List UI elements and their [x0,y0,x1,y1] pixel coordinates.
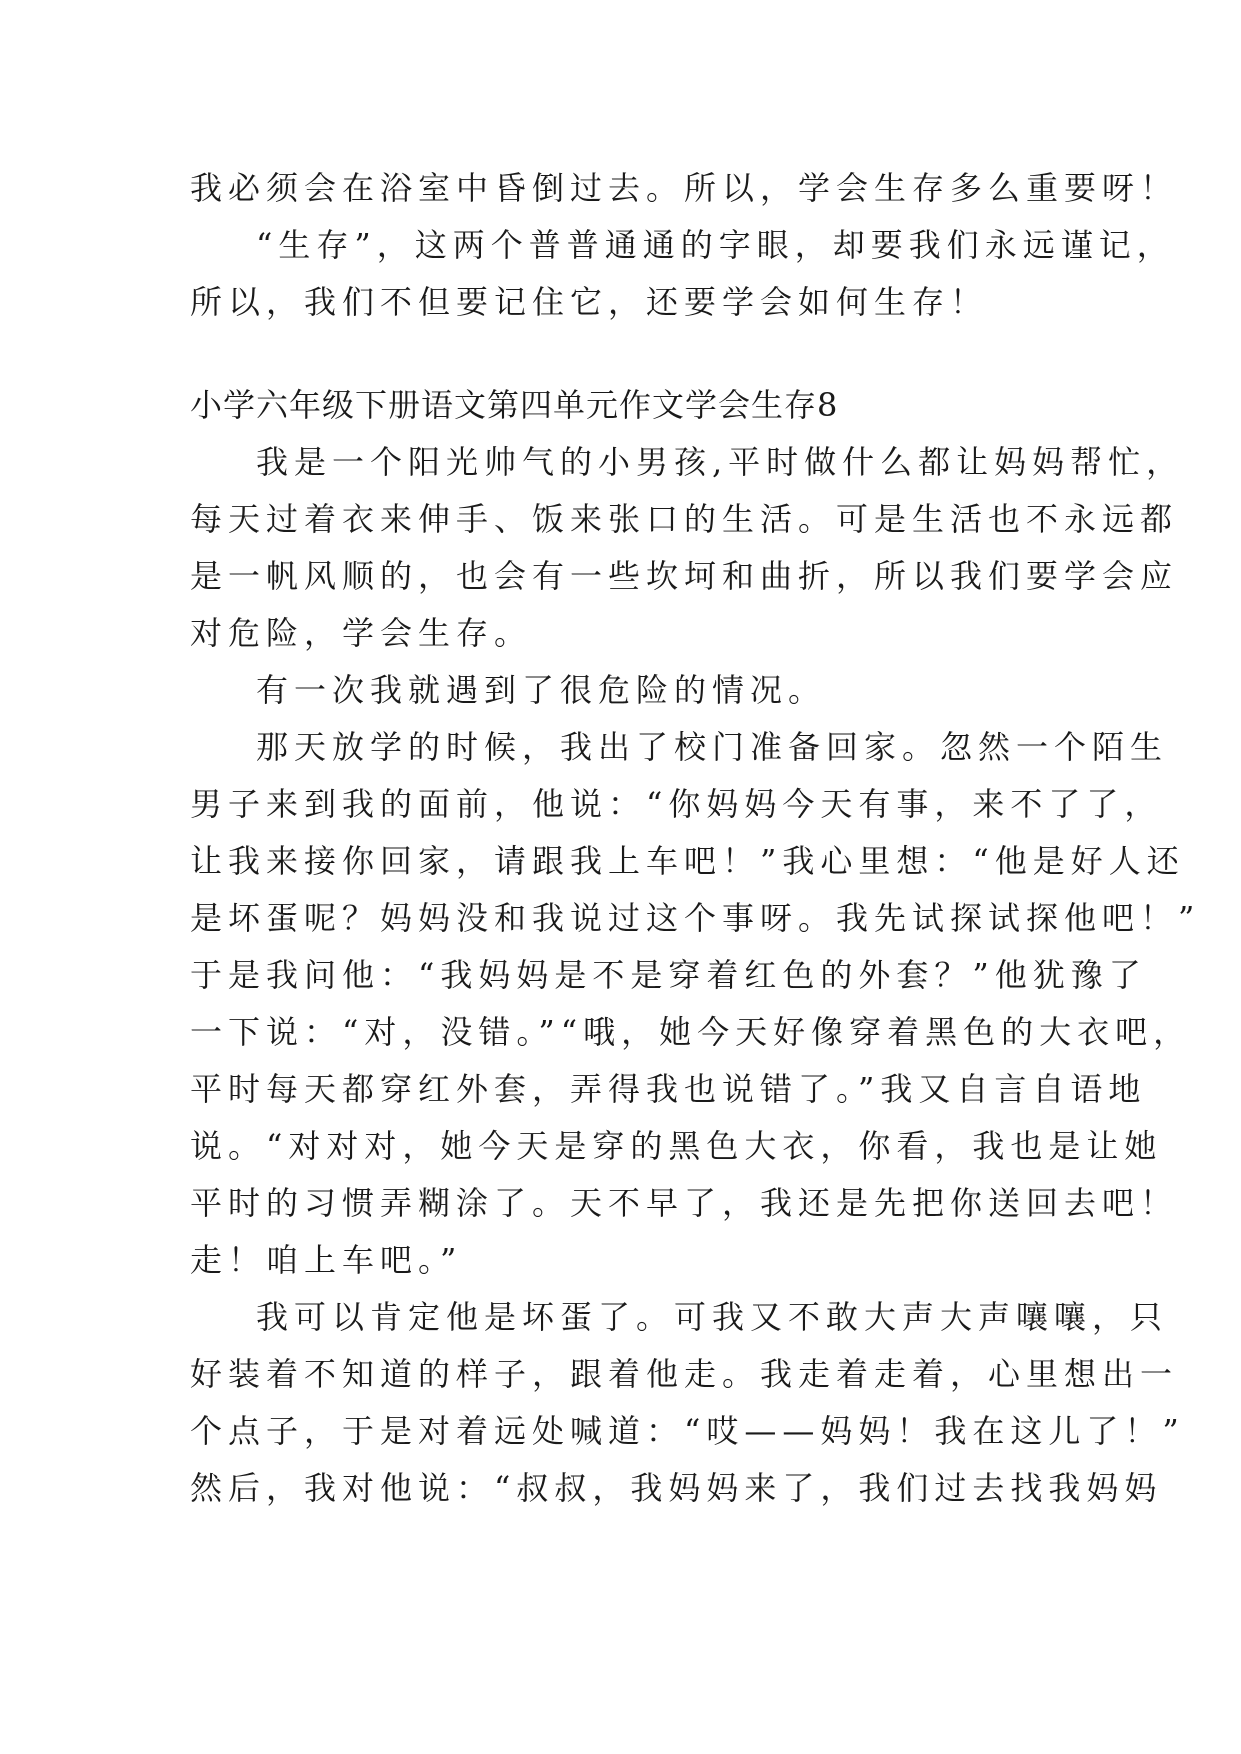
text-line: 个点子，于是对着远处喊道：“哎——妈妈！我在这儿了！” [190,1412,1185,1450]
paragraph-2 [190,662,1050,719]
text-line: 我是一个阳光帅气的小男孩,平时做什么都让妈妈帮忙， [256,443,1185,481]
text-line: 对危险，学会生存。 [190,614,533,652]
text-line: 那天放学的时候，我出了校门准备回家。忽然一个陌生 [256,728,1169,766]
text-line: 走！咱上车吧。” [190,1241,463,1279]
text-line: 好装着不知道的样子，跟着他走。我走着走着，心里想出一 [190,1355,1179,1393]
text-line: 是坏蛋呢？妈妈没和我说过这个事呀。我先试探试探他吧！” [190,899,1201,937]
text-line: 我可以肯定他是坏蛋了。可我又不敢大声大声嚷嚷，只 [256,1298,1169,1336]
document-page [190,160,1201,1517]
paragraph-3 [190,719,1201,1289]
text-line: 男子来到我的面前，他说：“你妈妈今天有事，来不了了， [190,785,1163,823]
paragraph-intro-conclusion [190,217,1175,331]
text-line: 平时每天都穿红外套，弄得我也说错了。”我又自言自语地 [190,1070,1147,1108]
text-line: 是一帆风顺的，也会有一些坎坷和曲折，所以我们要学会应 [190,557,1179,595]
paragraph-1 [190,434,1185,662]
paragraph-4 [190,1289,1185,1517]
text-line: 我必须会在浴室中昏倒过去。所以，学会生存多么重要呀！ [190,169,1179,207]
text-line: 所以，我们不但要记住它，还要学会如何生存！ [190,283,989,321]
paragraph-intro-end [190,160,1179,217]
text-line: 说。“对对对，她今天是穿的黑色大衣，你看，我也是让她 [190,1127,1163,1165]
text-line: 然后，我对他说：“叔叔，我妈妈来了，我们过去找我妈妈 [190,1469,1163,1507]
text-line: 平时的习惯弄糊涂了。天不早了，我还是先把你送回去吧！ [190,1184,1179,1222]
section-title: 小学六年级下册语文第四单元作文学会生存8 [190,386,839,424]
text-line: 于是我问他：“我妈妈是不是穿着红色的外套？”他犹豫了 [190,956,1147,994]
text-line: 有一次我就遇到了很危险的情况。 [256,671,827,709]
text-line: 一下说：“对，没错。”“哦，她今天好像穿着黑色的大衣吧， [190,1013,1192,1051]
text-line: “生存”，这两个普普通通的字眼，却要我们永远谨记， [256,226,1175,264]
text-line: 让我来接你回家，请跟我上车吧！”我心里想：“他是好人还 [190,842,1185,880]
text-line: 每天过着衣来伸手、饭来张口的生活。可是生活也不永远都 [190,500,1179,538]
